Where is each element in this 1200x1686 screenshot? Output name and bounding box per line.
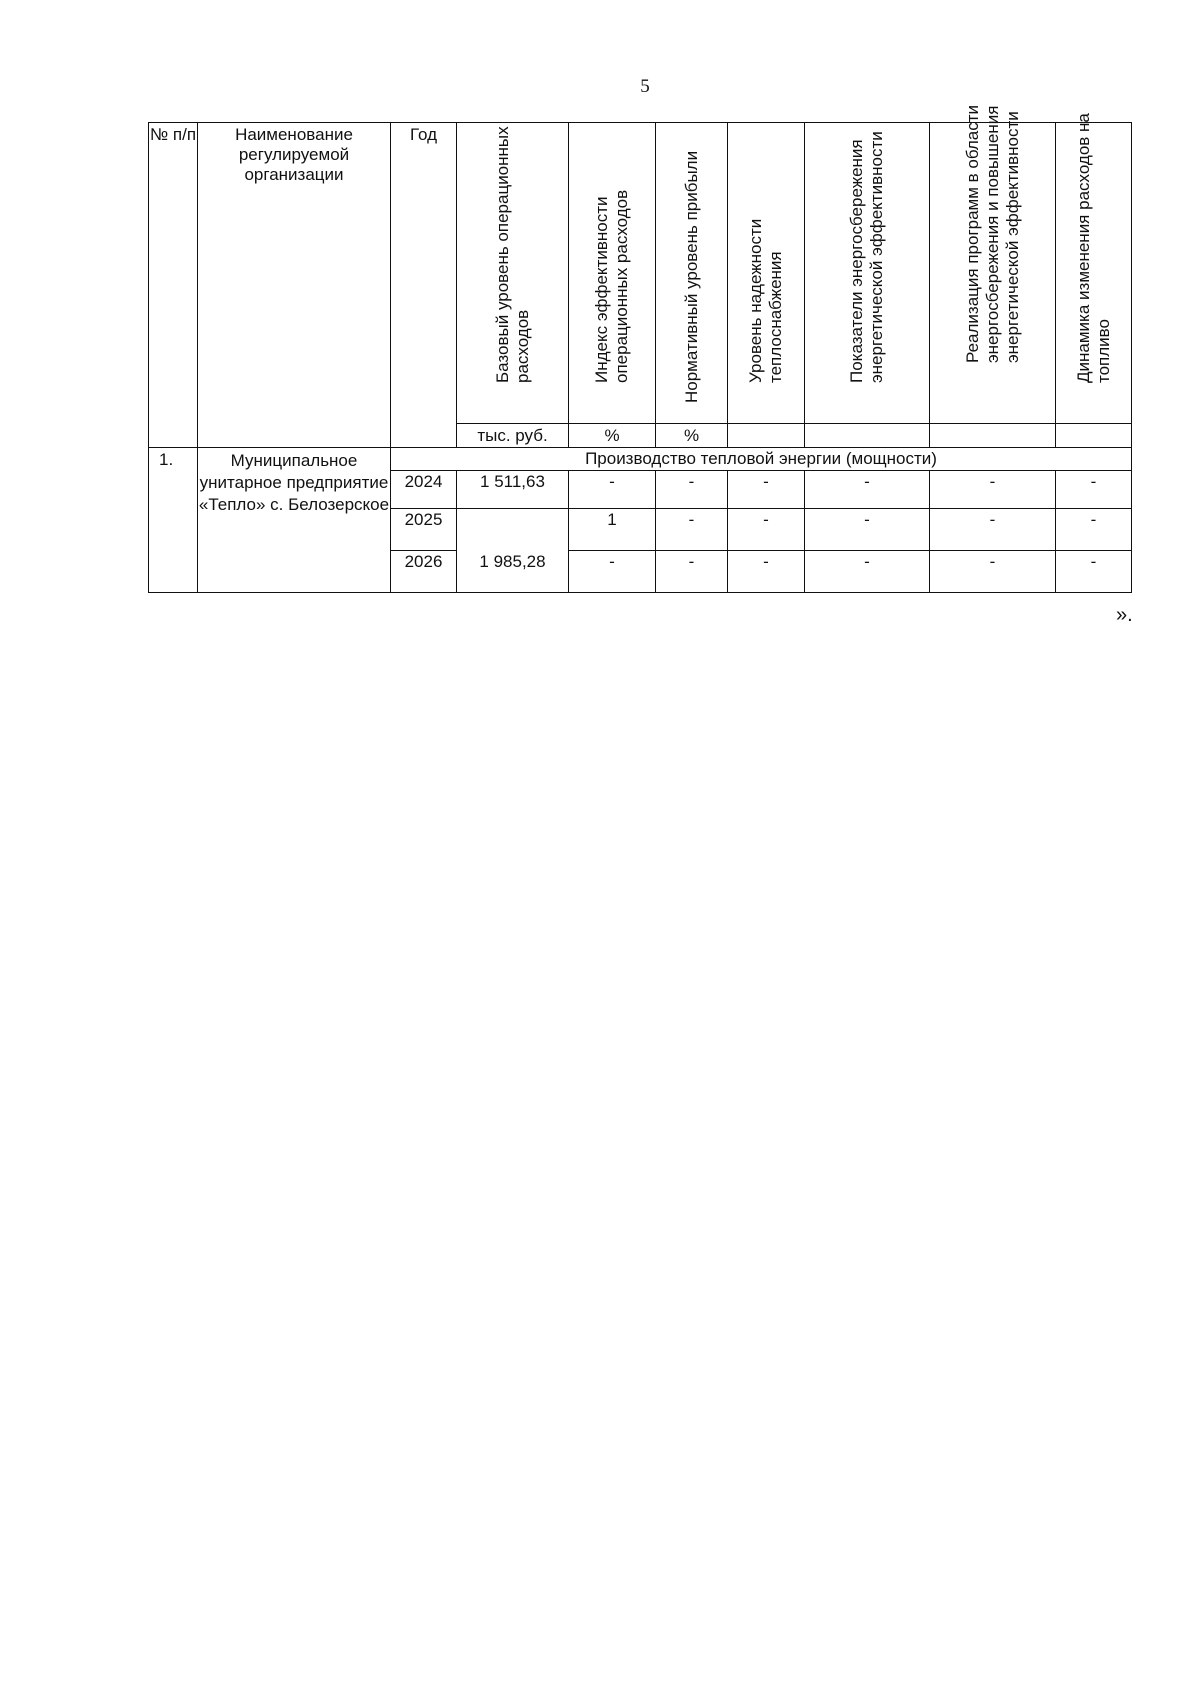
header-year: Год xyxy=(391,123,457,448)
unit-empty xyxy=(1056,424,1132,448)
profit-level-cell: - xyxy=(656,471,728,509)
unit-empty xyxy=(805,424,930,448)
unit-base-cost: тыс. руб. xyxy=(457,424,569,448)
entry-organization: Муниципальное унитарное предприятие «Тепло» с. Белозерское xyxy=(198,448,391,593)
base-cost-cell xyxy=(457,509,569,551)
reliability-cell: - xyxy=(728,551,805,593)
energy-saving-cell: - xyxy=(805,551,930,593)
page-number: 5 xyxy=(640,76,650,97)
header-base-cost: Базовый уровень операционных расходов xyxy=(457,123,569,424)
closing-quote: ». xyxy=(1116,604,1133,626)
header-fuel-dynamics: Динамика изменения расходов на топливо xyxy=(1056,123,1132,424)
programs-cell: - xyxy=(930,509,1056,551)
header-energy-saving: Показатели энергосбережения энергетической эффективности xyxy=(805,123,930,424)
base-cost-cell: 1 985,28 xyxy=(457,551,569,593)
reliability-cell: - xyxy=(728,471,805,509)
efficiency-index-cell: - xyxy=(569,551,656,593)
energy-saving-cell: - xyxy=(805,471,930,509)
header-org: Наименование регулируемой организации xyxy=(198,123,391,448)
year-cell: 2026 xyxy=(391,551,457,593)
header-profit-level: Нормативный уровень прибыли xyxy=(656,123,728,424)
year-cell: 2024 xyxy=(391,471,457,509)
section-title: Производство тепловой энергии (мощности) xyxy=(391,448,1132,471)
efficiency-index-cell: 1 xyxy=(569,509,656,551)
unit-empty xyxy=(728,424,805,448)
unit-empty xyxy=(930,424,1056,448)
profit-level-cell: - xyxy=(656,551,728,593)
fuel-dynamics-cell: - xyxy=(1056,551,1132,593)
header-programs: Реализация программ в области энергосбережения и повышения энергетической эффективности xyxy=(930,123,1056,424)
header-efficiency-index: Индекс эффективности операционных расходов xyxy=(569,123,656,424)
fuel-dynamics-cell: - xyxy=(1056,471,1132,509)
reliability-cell: - xyxy=(728,509,805,551)
base-cost-cell: 1 511,63 xyxy=(457,471,569,509)
header-num: № п/п xyxy=(149,123,198,448)
fuel-dynamics-cell: - xyxy=(1056,509,1132,551)
programs-cell: - xyxy=(930,551,1056,593)
unit-efficiency-index: % xyxy=(569,424,656,448)
efficiency-index-cell: - xyxy=(569,471,656,509)
profit-level-cell: - xyxy=(656,509,728,551)
header-reliability: Уровень надежности теплоснабжения xyxy=(728,123,805,424)
year-cell: 2025 xyxy=(391,509,457,551)
unit-profit-level: % xyxy=(656,424,728,448)
energy-saving-cell: - xyxy=(805,509,930,551)
programs-cell: - xyxy=(930,471,1056,509)
regulation-table xyxy=(148,105,1132,593)
entry-number: 1. xyxy=(149,448,198,593)
